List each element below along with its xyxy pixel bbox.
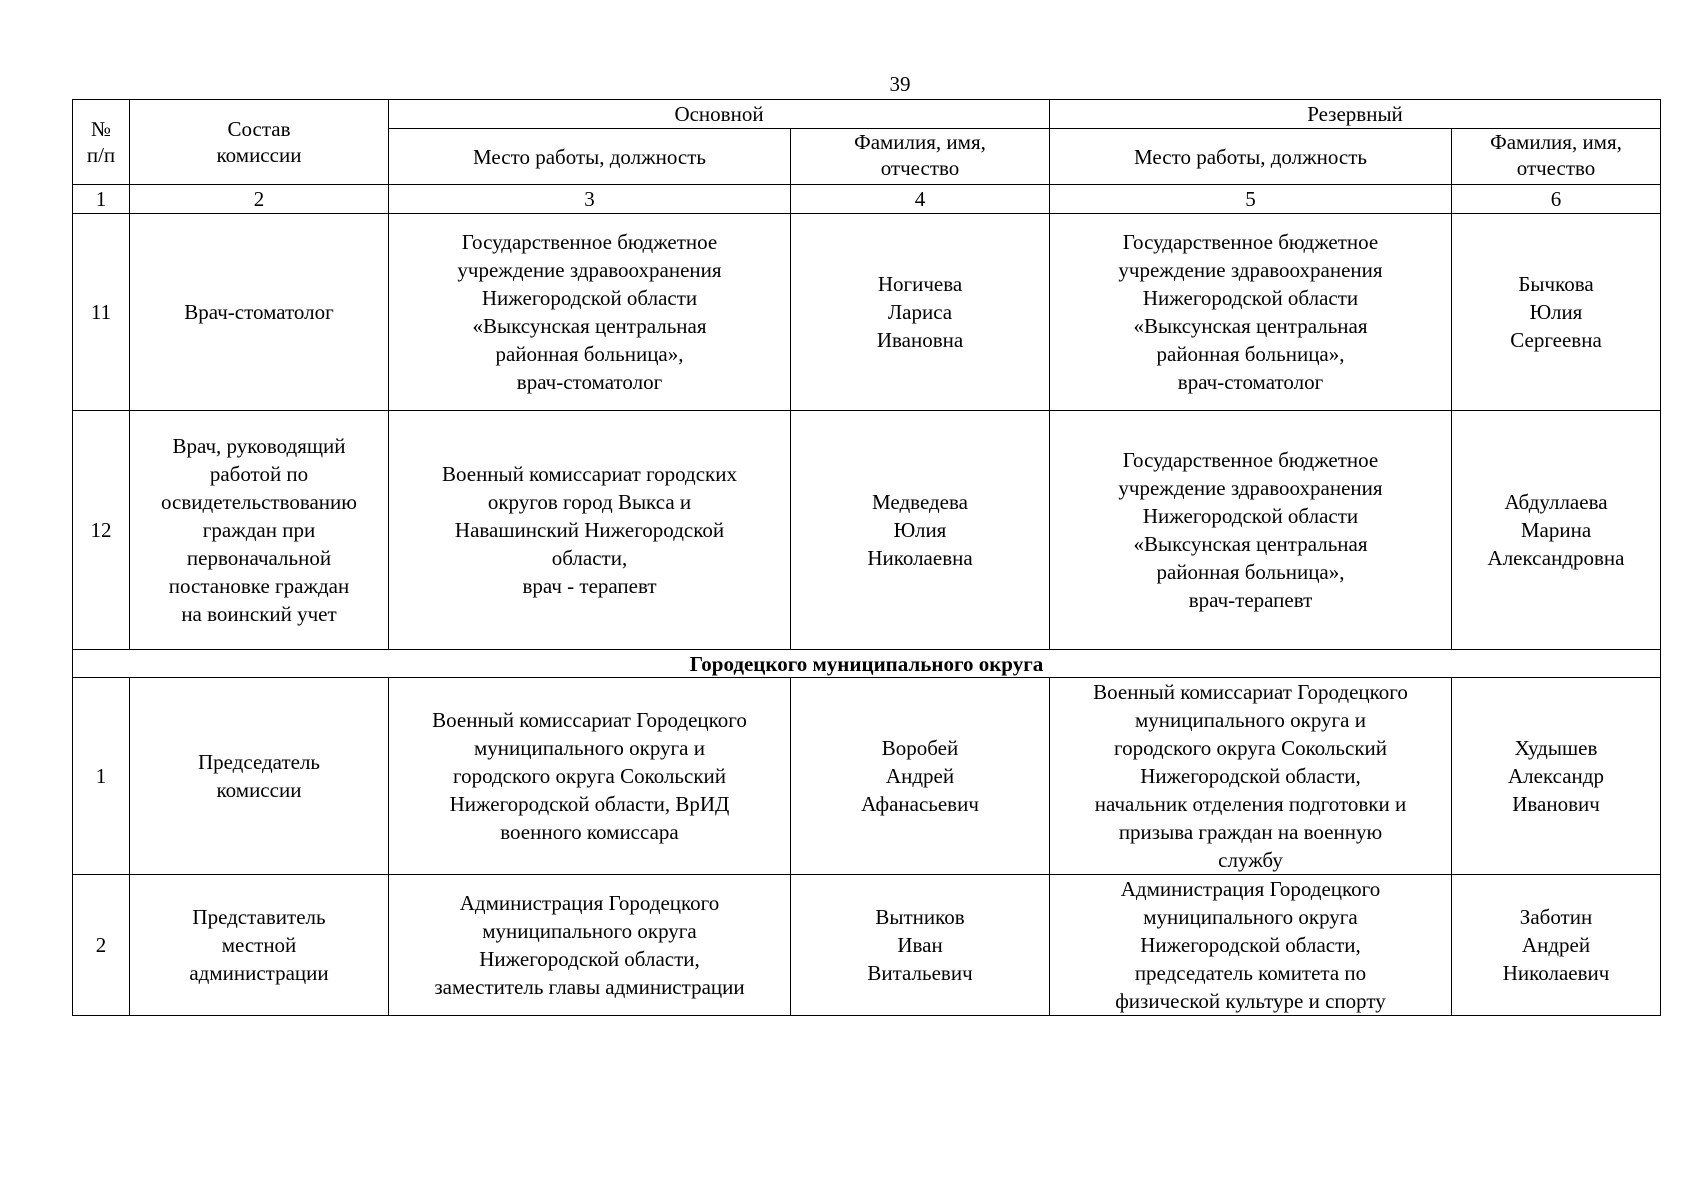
row-primary-work: Военный комиссариат Городецкого муниципального округа и городского округа Сокольский Нижегородской области, ВрИД военного комиссара [389, 678, 791, 875]
row-reserve-name: Заботин Андрей Николаевич [1452, 875, 1661, 1016]
row-reserve-name: Абдуллаева Марина Александровна [1452, 411, 1661, 650]
table-row [73, 411, 1661, 650]
row-num: 12 [73, 411, 130, 650]
header-reserve-workplace: Место работы, должность [1050, 129, 1452, 185]
row-reserve-work: Администрация Городецкого муниципального округа Нижегородской области, председатель комитета по физической культуре и спорту [1050, 875, 1452, 1016]
section-header-row [73, 650, 1661, 678]
row-reserve-work: Военный комиссариат Городецкого муниципального округа и городского округа Сокольский Нижегородской области, начальник отделения подготовки и призыва граждан на военную службу [1050, 678, 1452, 875]
table-row [73, 875, 1661, 1016]
header-reserve-fullname: Фамилия, имя, отчество [1452, 129, 1661, 185]
col-index: 2 [130, 185, 389, 214]
col-index: 5 [1050, 185, 1452, 214]
col-index: 1 [73, 185, 130, 214]
row-primary-work: Администрация Городецкого муниципального округа Нижегородской области, заместитель главы администрации [389, 875, 791, 1016]
row-num: 11 [73, 214, 130, 411]
commission-table [72, 99, 1661, 1016]
row-num: 1 [73, 678, 130, 875]
row-primary-work: Государственное бюджетное учреждение здравоохранения Нижегородской области «Выксунская центральная районная больница», врач-стоматолог [389, 214, 791, 411]
header-primary-workplace: Место работы, должность [389, 129, 791, 185]
row-primary-name: Ногичева Лариса Ивановна [791, 214, 1050, 411]
row-reserve-work: Государственное бюджетное учреждение здравоохранения Нижегородской области «Выксунская центральная районная больница», врач-терапевт [1050, 411, 1452, 650]
header-primary-fullname: Фамилия, имя, отчество [791, 129, 1050, 185]
row-role: Врач-стоматолог [130, 214, 389, 411]
row-role: Врач, руководящий работой по освидетельствованию граждан при первоначальной постановке граждан на воинский учет [130, 411, 389, 650]
header-reserve: Резервный [1050, 100, 1661, 129]
header-composition: Состав комиссии [130, 100, 389, 185]
row-role: Представитель местной администрации [130, 875, 389, 1016]
row-role: Председатель комиссии [130, 678, 389, 875]
header-row-top [73, 100, 1661, 129]
page-number: 39 [889, 72, 911, 96]
row-primary-work: Военный комиссариат городских округов город Выкса и Навашинский Нижегородской области, врач - терапевт [389, 411, 791, 650]
col-index: 3 [389, 185, 791, 214]
section-title: Городецкого муниципального округа [73, 650, 1661, 678]
table-row [73, 678, 1661, 875]
row-primary-name: Медведева Юлия Николаевна [791, 411, 1050, 650]
row-reserve-work: Государственное бюджетное учреждение здравоохранения Нижегородской области «Выксунская центральная районная больница», врач-стоматолог [1050, 214, 1452, 411]
row-reserve-name: Худышев Александр Иванович [1452, 678, 1661, 875]
header-num: № п/п [73, 100, 130, 185]
header-row-indices [73, 185, 1661, 214]
row-reserve-name: Бычкова Юлия Сергеевна [1452, 214, 1661, 411]
col-index: 6 [1452, 185, 1661, 214]
row-num: 2 [73, 875, 130, 1016]
col-index: 4 [791, 185, 1050, 214]
table-row [73, 214, 1661, 411]
row-primary-name: Вытников Иван Витальевич [791, 875, 1050, 1016]
header-primary: Основной [389, 100, 1050, 129]
row-primary-name: Воробей Андрей Афанасьевич [791, 678, 1050, 875]
